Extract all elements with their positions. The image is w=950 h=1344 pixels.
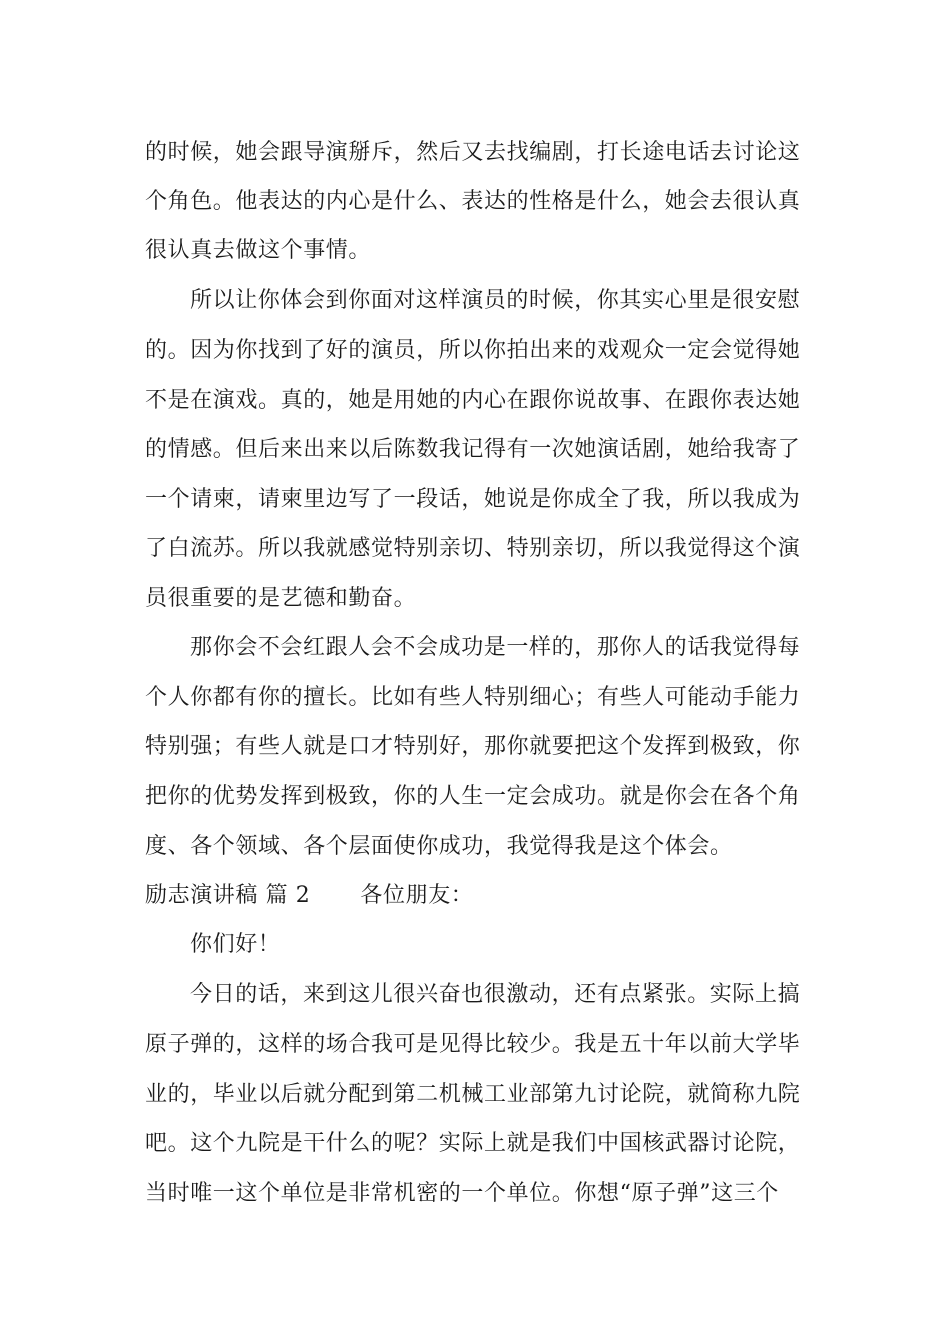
paragraph-line: 特别强；有些人就是口才特别好，那你就要把这个发挥到极致，你 [145, 734, 801, 759]
paragraph-line: 的情感。但后来出来以后陈数我记得有一次她演话剧，她给我寄了 [145, 437, 801, 462]
paragraph-line: 当时唯一这个单位是非常机密的一个单位。你想“原子弹”这三个 [145, 1181, 779, 1206]
paragraph-line: 个人你都有你的擅长。比如有些人特别细心；有些人可能动手能力 [145, 685, 801, 710]
paragraph-line: 的。因为你找到了好的演员，所以你拍出来的戏观众一定会觉得她 [145, 338, 801, 363]
paragraph-line: 把你的优势发挥到极致，你的人生一定会成功。就是你会在各个角 [145, 784, 801, 809]
paragraph-line: 业的，毕业以后就分配到第二机械工业部第九讨论院，就简称九院 [145, 1082, 801, 1107]
section-title: 励志演讲稿 [145, 883, 259, 908]
section-number: 篇 2 [265, 883, 311, 908]
paragraph-line: 不是在演戏。真的，她是用她的内心在跟你说故事、在跟你表达她 [145, 388, 801, 413]
paragraph-line: 很认真去做这个事情。 [145, 238, 372, 263]
paragraph-line: 原子弹的，这样的场合我可是见得比较少。我是五十年以前大学毕 [145, 1032, 801, 1057]
paragraph-line: 的时候，她会跟导演掰斥，然后又去找编剧，打长途电话去讨论这 [145, 140, 801, 165]
paragraph-line: 了白流苏。所以我就感觉特别亲切、特别亲切，所以我觉得这个演 [145, 536, 801, 561]
paragraph-line: 所以让你体会到你面对这样演员的时候，你其实心里是很安慰 [190, 288, 801, 313]
paragraph-line: 那你会不会红跟人会不会成功是一样的，那你人的话我觉得每 [190, 635, 801, 660]
paragraph-line: 员很重要的是艺德和勤奋。 [145, 586, 417, 611]
paragraph-line: 今日的话，来到这儿很兴奋也很激动，还有点紧张。实际上搞 [190, 982, 801, 1007]
greeting: 你们好！ [190, 932, 281, 957]
paragraph-line: 一个请柬，请柬里边写了一段话，她说是你成全了我，所以我成为 [145, 487, 801, 512]
paragraph-line: 度、各个领域、各个层面使你成功，我觉得我是这个体会。 [145, 834, 733, 859]
paragraph-line: 吧。这个九院是干什么的呢？实际上就是我们中国核武器讨论院， [145, 1131, 801, 1156]
paragraph-line: 个角色。他表达的内心是什么、表达的性格是什么，她会去很认真 [145, 189, 801, 214]
section-heading [145, 881, 825, 911]
salutation: 各位朋友： [360, 883, 474, 908]
